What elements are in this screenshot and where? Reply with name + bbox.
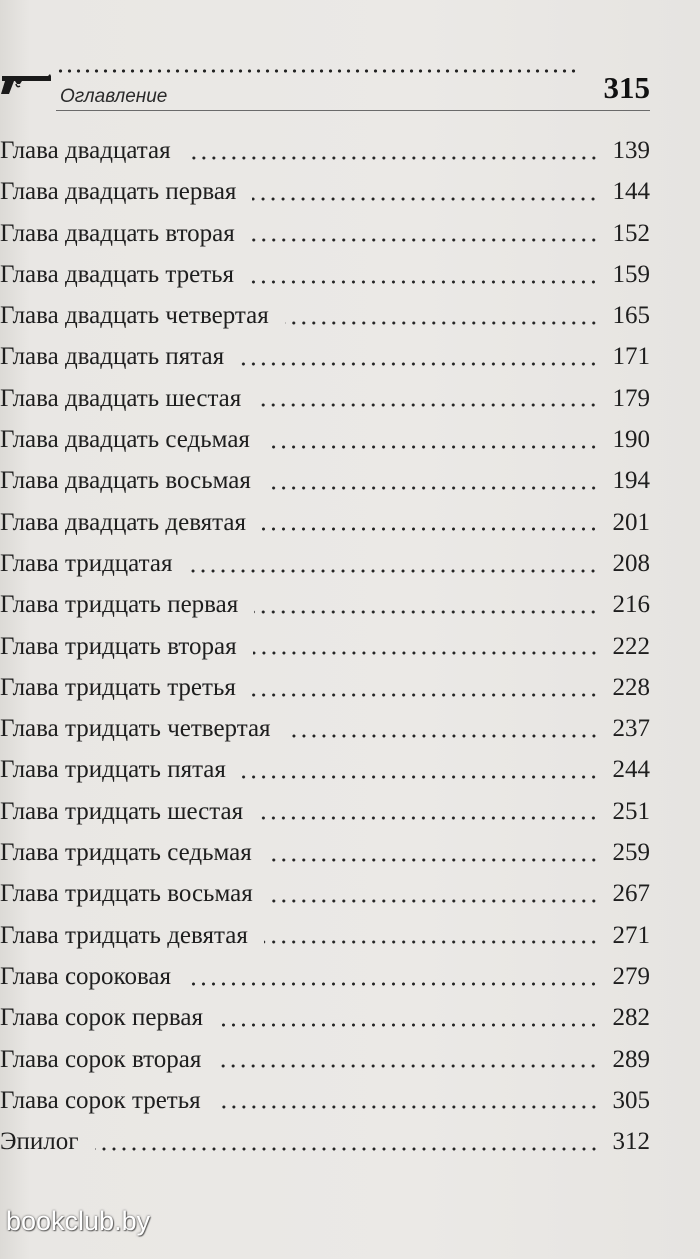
toc-entry [0, 584, 700, 625]
toc-entry-title: Глава двадцатая [0, 137, 171, 164]
dot-leader [268, 857, 599, 863]
header-divider [56, 110, 650, 111]
toc-entry [0, 749, 700, 790]
dot-leader [187, 981, 598, 987]
toc-entry-page: 267 [612, 880, 650, 908]
dot-leader [217, 1063, 598, 1069]
toc-entry-title: Глава двадцать седьмая [0, 426, 250, 454]
toc-entry-page: 159 [612, 260, 650, 288]
toc-entry-title: Глава тридцать девятая [0, 921, 248, 949]
toc-entry [0, 171, 700, 212]
toc-entry-title: Глава сороковая [0, 962, 172, 990]
toc-entry-page: 179 [612, 384, 650, 412]
toc-entry-page: 194 [612, 467, 650, 495]
toc-entry-page: 305 [612, 1086, 650, 1114]
toc-entry-title: Эпилог [0, 1128, 79, 1156]
toc-entry-page: 208 [612, 549, 650, 577]
toc-entry-page: 222 [612, 632, 650, 660]
dot-leader [267, 485, 599, 491]
dot-leader [257, 402, 598, 408]
toc-entry-page: 144 [612, 178, 650, 206]
toc-entry-title: Глава тридцать пятая [0, 756, 226, 784]
toc-entry [0, 791, 700, 832]
toc-entry-title: Глава тридцать первая [0, 591, 239, 619]
dot-leader [259, 815, 598, 821]
toc-entry [0, 543, 700, 584]
toc-entry-page: 312 [612, 1128, 650, 1156]
toc-entry-page: 251 [612, 797, 650, 825]
header-dotted-rule [56, 68, 580, 74]
toc-entry [0, 130, 700, 171]
dot-leader [242, 774, 599, 780]
table-of-contents [0, 130, 700, 1162]
dot-leader [240, 361, 598, 367]
toc-entry [0, 997, 700, 1038]
toc-entry [0, 295, 700, 336]
toc-entry-page: 282 [612, 1004, 650, 1032]
dot-leader [253, 650, 599, 656]
toc-entry-page: 190 [612, 426, 650, 454]
dot-leader [252, 196, 598, 202]
toc-entry-title: Глава двадцать четвертая [0, 302, 269, 330]
toc-entry-page: 237 [612, 715, 650, 743]
dot-leader [187, 155, 599, 161]
toc-entry [0, 419, 700, 460]
toc-entry-page: 228 [612, 673, 650, 701]
pistol-icon [0, 72, 52, 96]
toc-entry [0, 626, 700, 667]
dot-leader [262, 526, 599, 532]
toc-entry-title: Глава двадцать пятая [0, 343, 225, 371]
toc-entry-title: Глава сорок третья [0, 1086, 201, 1114]
toc-entry [0, 667, 700, 708]
toc-entry-title: Глава тридцать четвертая [0, 715, 271, 743]
dot-leader [266, 444, 599, 450]
toc-entry-page: 165 [612, 302, 650, 330]
toc-entry-title: Глава двадцать первая [0, 178, 237, 206]
toc-entry [0, 336, 700, 377]
toc-entry-title: Глава тридцать вторая [0, 632, 237, 660]
toc-entry-title: Глава двадцать девятая [0, 508, 246, 536]
toc-entry [0, 254, 700, 295]
toc-entry [0, 502, 700, 543]
dot-leader [264, 939, 599, 945]
section-title: Оглавление [60, 86, 168, 107]
toc-entry [0, 1121, 700, 1162]
dot-leader [252, 692, 599, 698]
dot-leader [95, 1146, 599, 1152]
toc-entry-title: Глава двадцать третья [0, 260, 235, 288]
dot-leader [219, 1022, 598, 1028]
toc-entry [0, 956, 700, 997]
toc-entry-page: 171 [612, 343, 650, 371]
toc-entry [0, 915, 700, 956]
page-header [0, 60, 700, 120]
toc-entry-title: Глава тридцать третья [0, 673, 236, 701]
toc-entry-title: Глава двадцать шестая [0, 384, 242, 412]
page-number: 315 [603, 70, 650, 105]
toc-entry-page: 271 [612, 921, 650, 949]
toc-entry-title: Глава тридцать восьмая [0, 880, 253, 908]
toc-entry-page: 289 [612, 1045, 650, 1073]
dot-leader [287, 733, 599, 739]
toc-entry-title: Глава тридцать шестая [0, 797, 244, 825]
toc-entry [0, 1039, 700, 1080]
dot-leader [188, 568, 598, 574]
toc-entry [0, 873, 700, 914]
toc-entry [0, 832, 700, 873]
watermark: bookclub.by [6, 1206, 151, 1236]
toc-entry [0, 1080, 700, 1121]
toc-entry-page: 244 [612, 756, 650, 784]
dot-leader [269, 898, 599, 904]
toc-entry-page: 216 [612, 591, 650, 619]
toc-entry-title: Глава сорок первая [0, 1004, 204, 1032]
toc-entry-page: 259 [612, 839, 650, 867]
toc-entry-page: 279 [612, 962, 650, 990]
toc-entry-title: Глава двадцать вторая [0, 219, 235, 247]
toc-entry-title: Глава тридцать седьмая [0, 839, 252, 867]
toc-entry-page: 139 [612, 137, 650, 164]
dot-leader [250, 279, 598, 285]
dot-leader [251, 237, 599, 243]
dot-leader [254, 609, 598, 615]
toc-entry [0, 460, 700, 501]
toc-entry [0, 708, 700, 749]
toc-entry-page: 201 [612, 508, 650, 536]
dot-leader [285, 320, 599, 326]
toc-entry-title: Глава двадцать восьмая [0, 467, 251, 495]
toc-entry-page: 152 [612, 219, 650, 247]
toc-entry [0, 213, 700, 254]
toc-entry [0, 378, 700, 419]
dot-leader [217, 1104, 599, 1110]
toc-entry-title: Глава тридцатая [0, 549, 173, 577]
toc-entry-title: Глава сорок вторая [0, 1045, 202, 1073]
